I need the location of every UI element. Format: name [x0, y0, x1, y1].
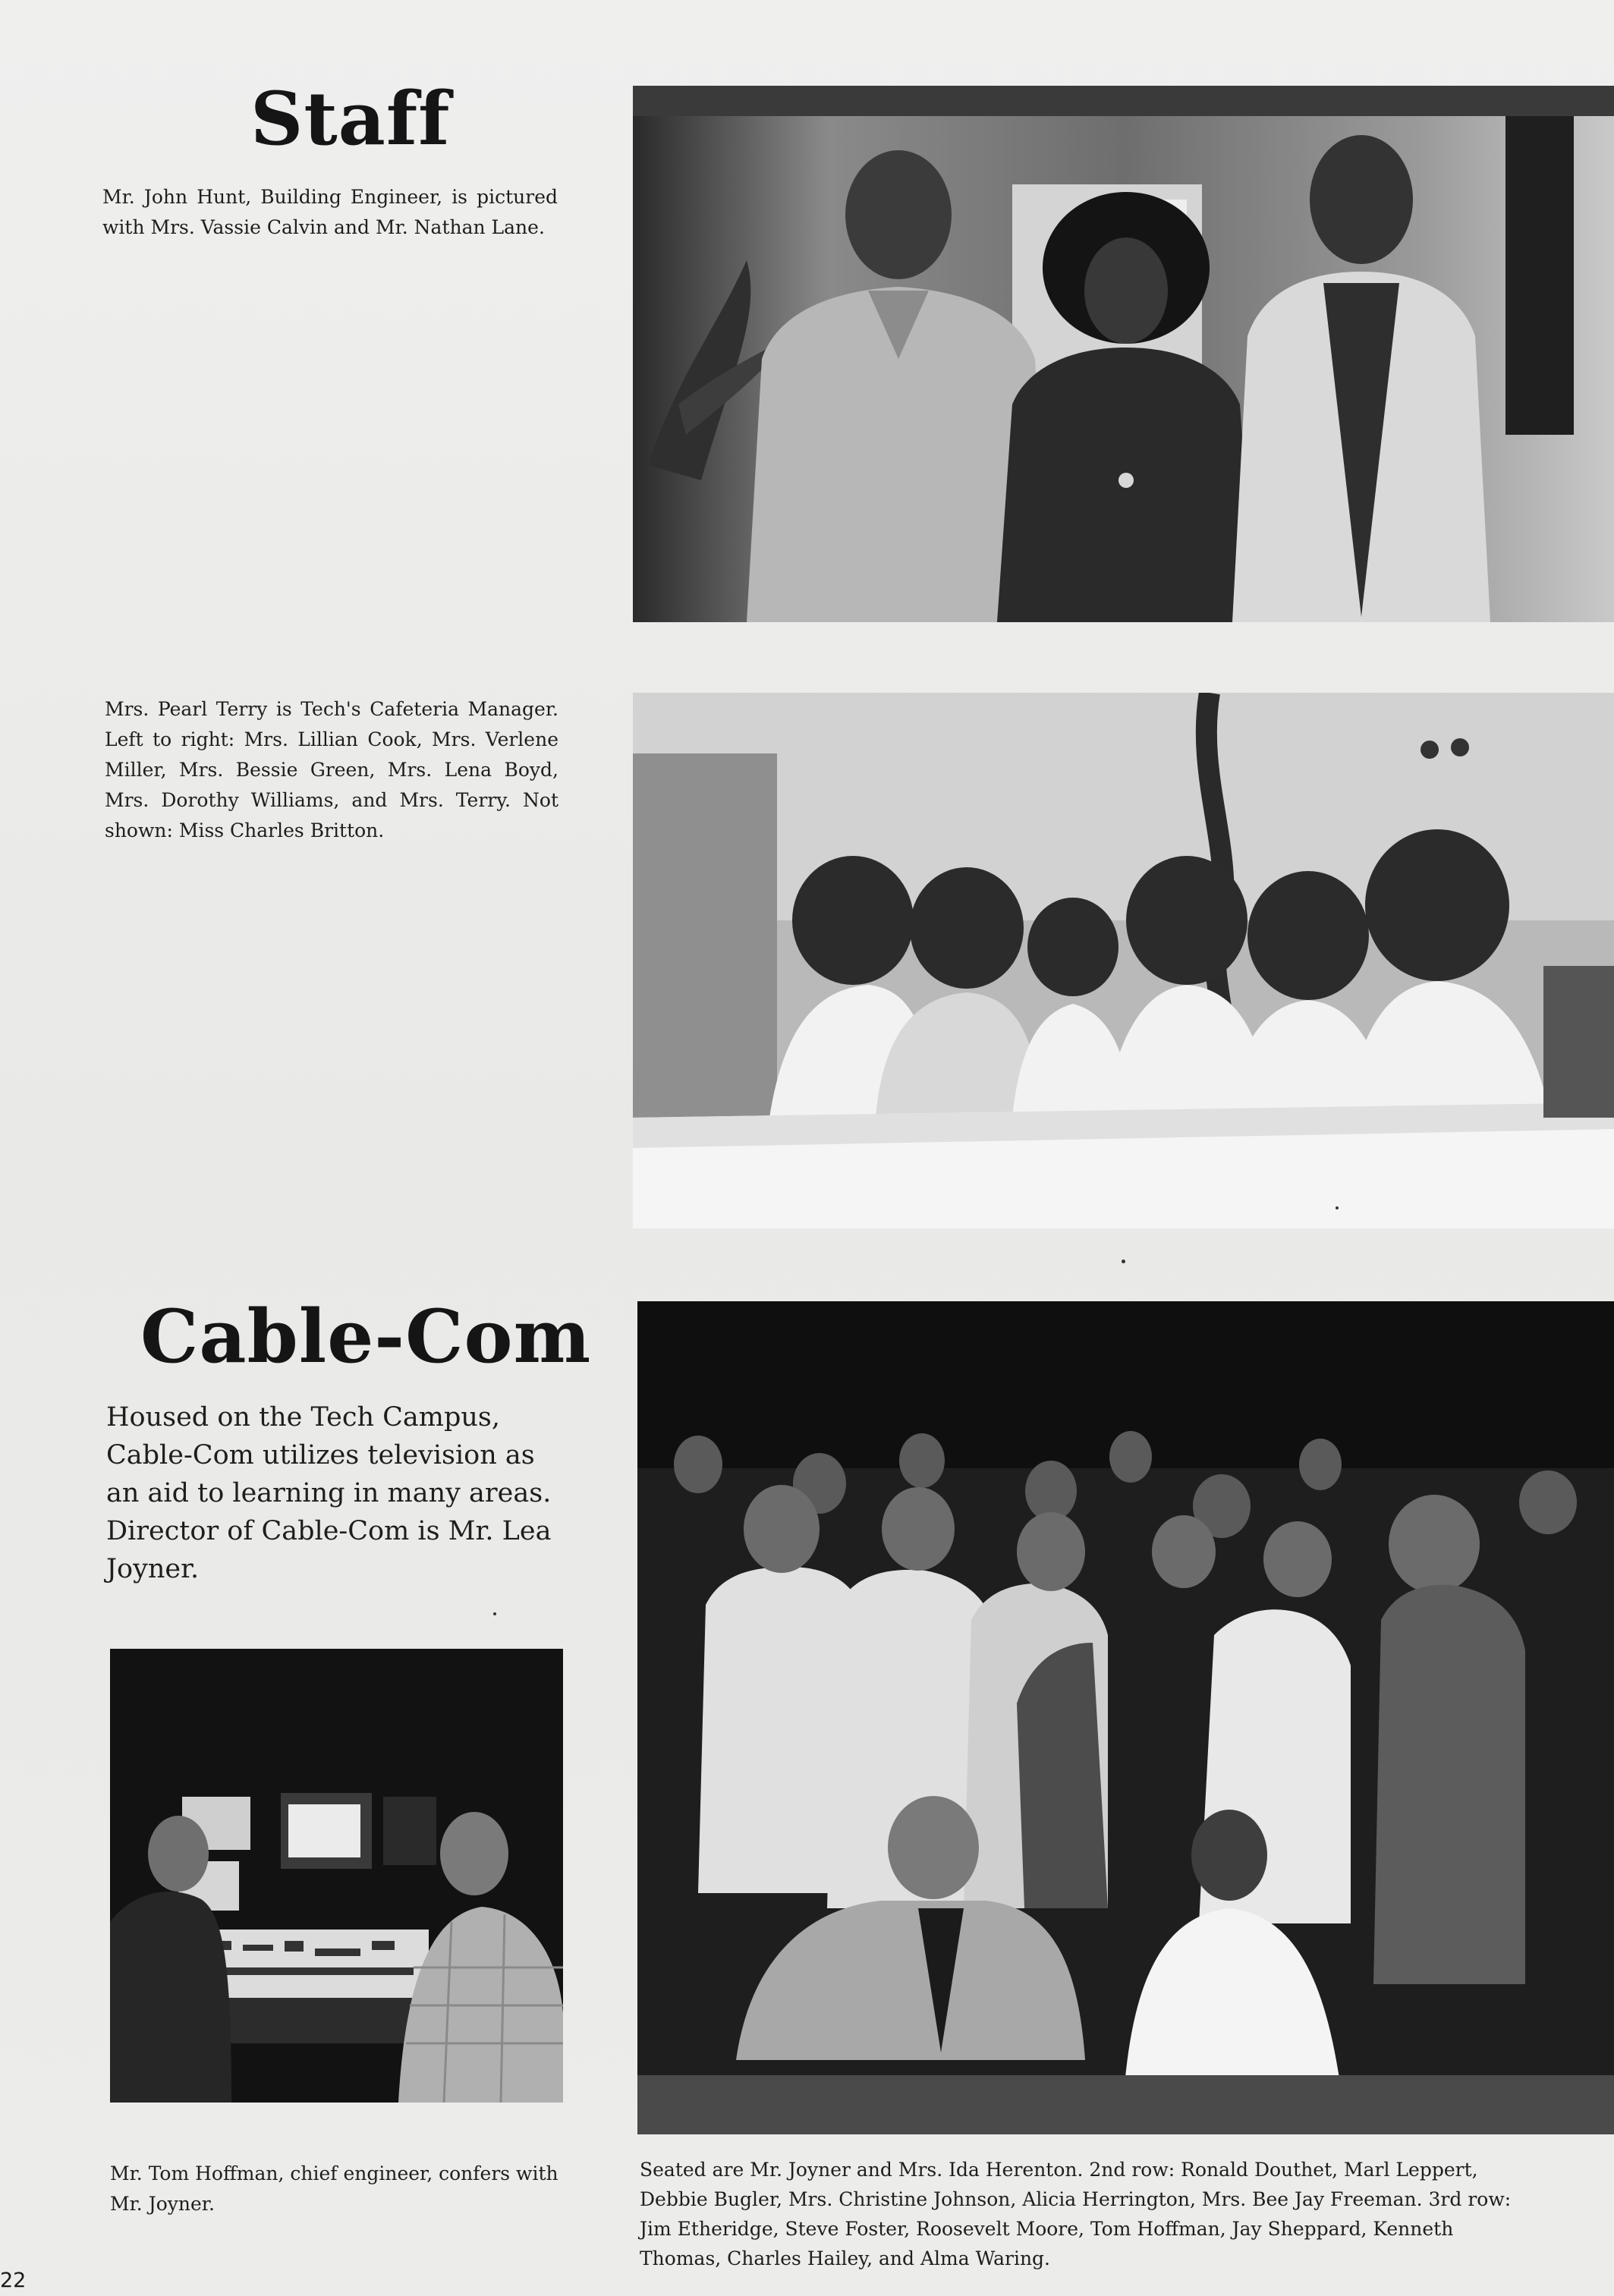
cable-com-group-photo: [637, 1301, 1614, 2134]
paper-speck: [1336, 1206, 1339, 1209]
control-room-photo: [110, 1649, 563, 2103]
paper-speck: [1122, 1260, 1125, 1263]
cable-com-heading: Cable-Com: [140, 1294, 592, 1379]
control-room-caption: Mr. Tom Hoffman, chief engineer, confers with Mr. Joyner.: [110, 2162, 558, 2215]
staff-heading: Staff: [250, 76, 451, 162]
staff-building-engineer-photo: [633, 86, 1614, 622]
paper-speck: [493, 1612, 496, 1615]
group-caption-line: Seated are Mr. Joyner and Mrs. Ida Herenton. 2nd row: Ronald Douthet, Marl Leppert,: [640, 2159, 1478, 2181]
cable-com-intro: Housed on the Tech Campus, Cable-Com utilizes television as an aid to learning in many areas. Director of Cable-Com is Mr. Lea Joyner.: [106, 1402, 552, 1584]
group-photo-caption: [640, 2155, 1614, 2273]
group-caption-line: Debbie Bugler, Mrs. Christine Johnson, Alicia Herrington, Mrs. Bee Jay Freeman. 3rd row:: [640, 2188, 1512, 2210]
group-caption-line: Thomas, Charles Hailey, and Alma Waring.: [640, 2247, 1050, 2269]
page-number: 22: [0, 2269, 27, 2292]
cafeteria-staff-photo: [633, 693, 1614, 1228]
group-caption-line: Jim Etheridge, Steve Foster, Roosevelt Moore, Tom Hoffman, Jay Sheppard, Kenneth: [640, 2218, 1454, 2240]
staff-photo1-caption: Mr. John Hunt, Building Engineer, is pictured with Mrs. Vassie Calvin and Mr. Nathan Lane.: [102, 186, 558, 238]
cafeteria-photo-caption: Mrs. Pearl Terry is Tech's Cafeteria Manager. Left to right: Mrs. Lillian Cook, Mrs. Verlene Miller, Mrs. Bessie Green, Mrs. Lena Boyd, Mrs. Dorothy Williams, and Mrs. Terry. Not shown: Miss Charles Britton.: [105, 698, 558, 841]
